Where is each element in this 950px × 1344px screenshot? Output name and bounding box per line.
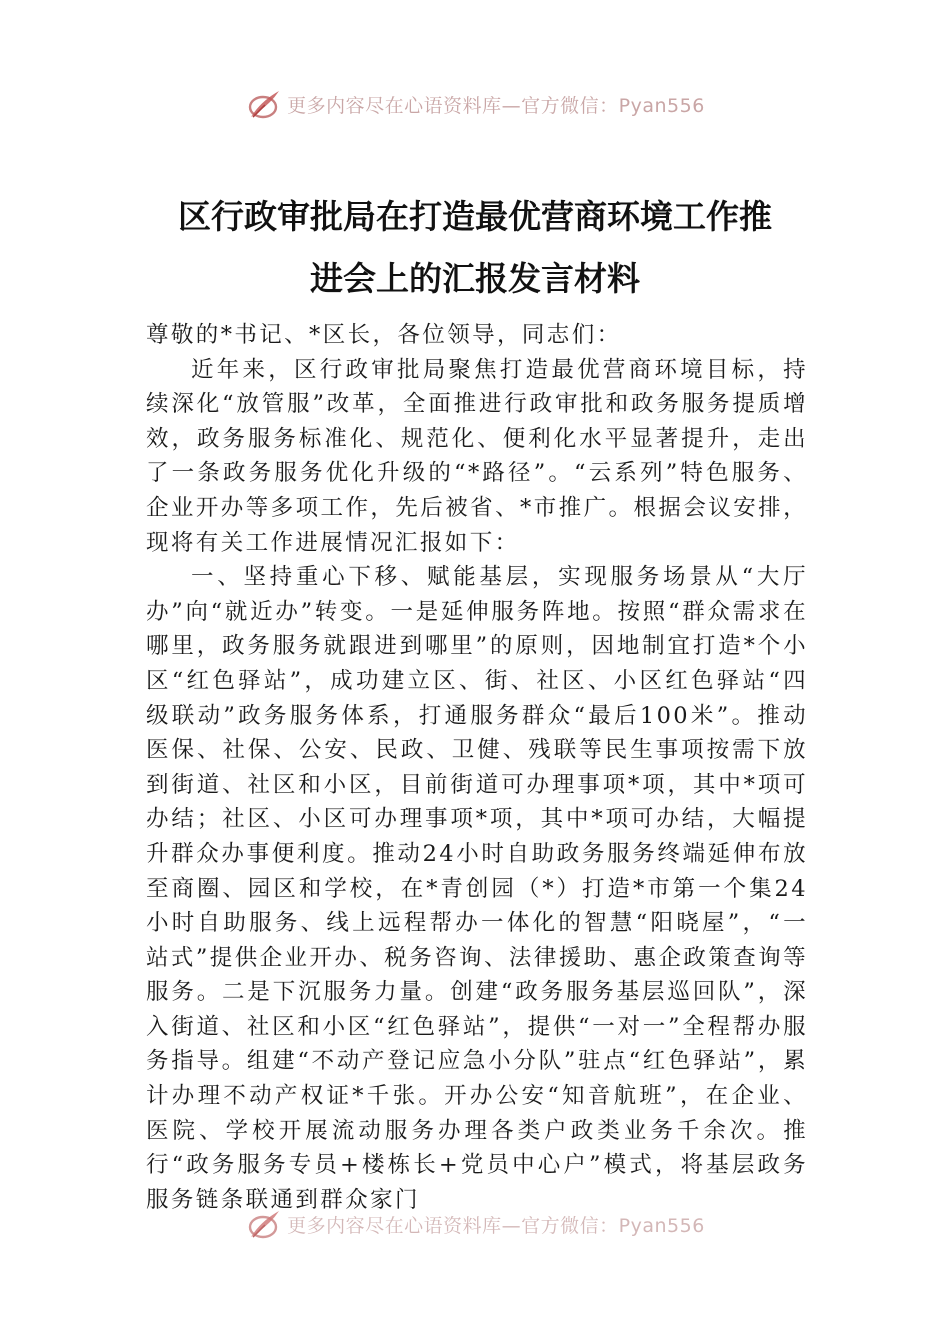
title-line-1: 区行政审批局在打造最优营商环境工作推 xyxy=(178,197,772,236)
footer-watermark xyxy=(0,1204,950,1244)
document-body xyxy=(146,318,808,1218)
quill-logo-icon xyxy=(245,87,283,121)
quill-logo-icon xyxy=(245,1207,283,1241)
title-line-2: 进会上的汇报发言材料 xyxy=(310,259,640,298)
paragraph: 一、坚持重心下移、赋能基层，实现服务场景从“大厅办”向“就近办”转变。一是延伸服务阵地。按照“群众需求在哪里，政务服务就跟进到哪里”的原则，因地制宜打造*个小区“红色驿站”，成功建立区、街、社区、小区红色驿站“四级联动”政务服务体系，打通服务群众“最后100米”。推动医保、社保、公安、民政、卫健、残联等民生事项按需下放到街道、社区和小区，目前街道可办理事项*项，其中*项可办结；社区、小区可办理事项*项，其中*项可办结，大幅提升群众办事便利度。推动24小时自助政务服务终端延伸布放至商圈、园区和学校，在*青创园（*）打造*市第一个集24小时自助服务、线上远程帮办一体化的智慧“阳晓屋”，“一站式”提供企业开办、税务咨询、法律援助、惠企政策查询等服务。二是下沉服务力量。创建“政务服务基层巡回队”，深入街道、社区和小区“红色驿站”，提供“一对一”全程帮办服务指导。组建“不动产登记应急小分队”驻点“红色驿站”，累计办理不动产权证*千张。开办公安“知音航班”，在企业、医院、学校开展流动服务办理各类户政类业务千余次。推行“政务服务专员+楼栋长+党员中心户”模式，将基层政务服务链条联通到群众家门 xyxy=(146,564,808,1213)
header-watermark xyxy=(0,84,950,124)
watermark-text: 更多内容尽在心语资料库—官方微信：Pyan556 xyxy=(287,94,705,117)
watermark-text: 更多内容尽在心语资料库—官方微信：Pyan556 xyxy=(287,1214,705,1237)
paragraph: 近年来，区行政审批局聚焦打造最优营商环境目标，持续深化“放管服”改革，全面推进行政审批和政务服务提质增效，政务服务标准化、规范化、便利化水平显著提升，走出了一条政务服务优化升级的“*路径”。“云系列”特色服务、企业开办等多项工作，先后被省、*市推广。根据会议安排，现将有关工作进展情况汇报如下： xyxy=(146,356,808,556)
salutation: 尊敬的*书记、*区长，各位领导，同志们： xyxy=(146,322,622,348)
document-title xyxy=(150,186,800,310)
